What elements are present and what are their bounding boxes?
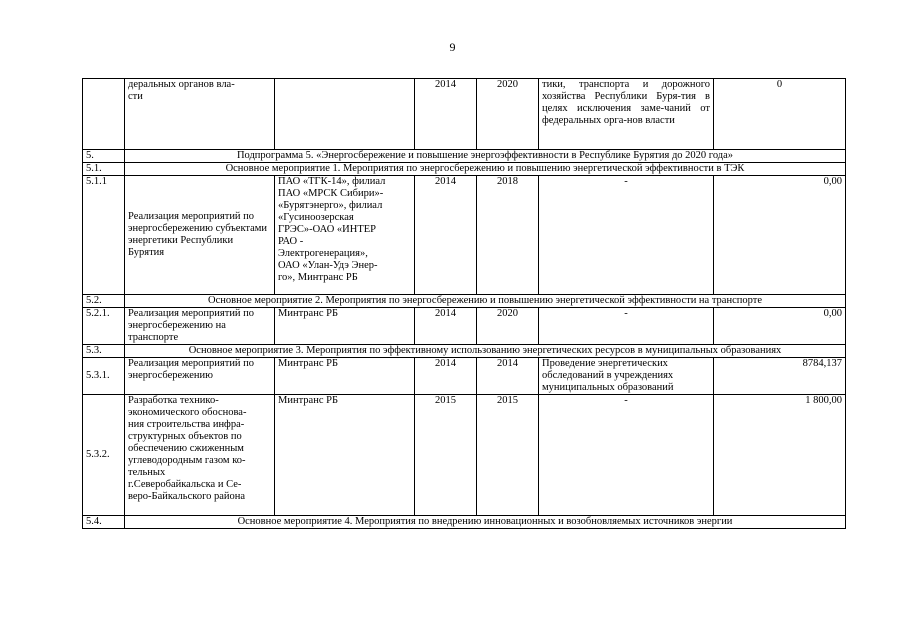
start-year-cell: 2015 [415, 395, 477, 516]
name-cell: Реализация мероприятий по энергосбережению на транспорте [125, 308, 275, 345]
num-cell: 5.2.1. [83, 308, 125, 345]
end-year-cell: 2014 [477, 358, 539, 395]
value-cell: 0,00 [714, 176, 846, 295]
value-cell: 8784,137 [714, 358, 846, 395]
start-year-cell: 2014 [415, 79, 477, 150]
section-num: 5.2. [83, 295, 125, 308]
page-number: 9 [449, 40, 456, 54]
section-num: 5.1. [83, 163, 125, 176]
executor-cell [275, 79, 415, 150]
table-row [83, 308, 846, 345]
value-cell: 0 [714, 79, 846, 150]
num-cell: 5.3.1. [83, 358, 125, 395]
value-cell: 1 800,00 [714, 395, 846, 516]
section-title: Основное мероприятие 1. Мероприятия по энергосбережению и повышению энергетической эффективности в ТЭК [125, 163, 846, 176]
executor-cell: Минтранс РБ [275, 308, 415, 345]
section-row [83, 345, 846, 358]
executor-cell: Минтранс РБ [275, 358, 415, 395]
end-year-cell: 2018 [477, 176, 539, 295]
result-cell: тики, транспорта и дорожного хозяйства Республики Буря-тия в целях исключения заме-чаний от федеральных орга-нов власти [539, 79, 714, 150]
start-year-cell: 2014 [415, 308, 477, 345]
section-row [83, 295, 846, 308]
num-cell: 5.3.2. [83, 395, 125, 516]
executor-cell: Минтранс РБ [275, 395, 415, 516]
name-cell: деральных органов вла- сти [125, 79, 275, 150]
name-cell: Реализация мероприятий по энергосбережению субъектами энергетики Республики Бурятия [125, 176, 275, 295]
table-row [83, 395, 846, 516]
end-year-cell: 2020 [477, 308, 539, 345]
value-cell: 0,00 [714, 308, 846, 345]
table-row [83, 176, 846, 295]
table-row [83, 358, 846, 395]
num-cell [83, 79, 125, 150]
section-row [83, 163, 846, 176]
name-cell: Разработка технико- экономического обоснова- ния строительства инфра- структурных объектов по обеспечению сжиженным углеводородным газом ко- тельных г.Северобайкальска и Се- веро-Байкальского района [125, 395, 275, 516]
program-table [82, 78, 846, 529]
end-year-cell: 2020 [477, 79, 539, 150]
section-title: Подпрограмма 5. «Энергосбережение и повышение энергоэффективности в Республике Бурятия до 2020 года» [125, 150, 846, 163]
section-title: Основное мероприятие 2. Мероприятия по энергосбережению и повышению энергетической эффективности на транспорте [125, 295, 846, 308]
section-num: 5. [83, 150, 125, 163]
section-row [83, 150, 846, 163]
result-cell: - [539, 176, 714, 295]
result-cell: - [539, 308, 714, 345]
section-title: Основное мероприятие 4. Мероприятия по внедрению инновационных и возобновляемых источников энергии [125, 516, 846, 529]
name-cell: Реализация мероприятий по энергосбережению [125, 358, 275, 395]
section-num: 5.4. [83, 516, 125, 529]
result-cell: Проведение энергетических обследований в учреждениях муниципальных образований [539, 358, 714, 395]
section-num: 5.3. [83, 345, 125, 358]
end-year-cell: 2015 [477, 395, 539, 516]
section-row [83, 516, 846, 529]
section-title: Основное мероприятие 3. Мероприятия по эффективному использованию энергетических ресурсов в муниципальных образованиях [125, 345, 846, 358]
start-year-cell: 2014 [415, 358, 477, 395]
result-cell: - [539, 395, 714, 516]
num-cell: 5.1.1 [83, 176, 125, 295]
start-year-cell: 2014 [415, 176, 477, 295]
table-row [83, 79, 846, 150]
executor-cell: ПАО «ТГК-14», филиал ПАО «МРСК Сибири»- «Бурятэнерго», филиал «Гусиноозерская ГРЭС»-ОАО «ИНТЕР РАО - Электрогенерация», ОАО «Улан-Удэ Энер- го», Минтранс РБ [275, 176, 415, 295]
